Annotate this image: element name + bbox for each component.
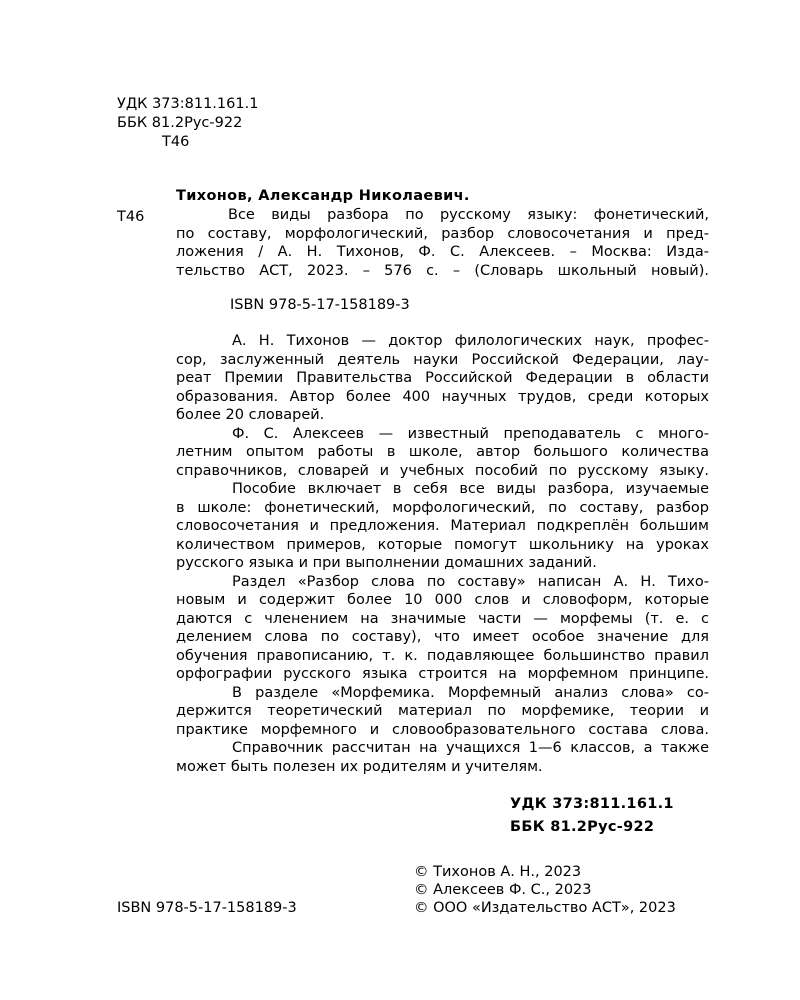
annotation — [176, 332, 709, 776]
annotation-line: летним опытом работы в школе, автор большого количества — [176, 444, 709, 460]
description-line: тельство АСТ, 2023. – 576 с. – (Словарь школьный новый). — [176, 262, 709, 279]
annotation-line: Ф. С. Алексеев — известный преподаватель с много- — [232, 425, 709, 442]
annotation-line: реат Премии Правительства Российской Федерации в области — [176, 370, 709, 386]
annotation-line: более 20 словарей. — [176, 407, 325, 423]
author-heading: Тихонов, Александр Николаевич. — [176, 188, 470, 204]
bbk-code-bold: ББК 81.2Рус-922 — [510, 819, 655, 835]
copyright-line: © Тихонов А. Н., 2023 — [414, 864, 582, 880]
bbk-code: ББК 81.2Рус-922 — [117, 115, 243, 131]
udk-code: УДК 373:811.161.1 — [117, 96, 259, 112]
annotation-paragraph — [176, 332, 709, 425]
annotation-paragraph — [176, 425, 709, 481]
description-line: Все виды разбора по русскому языку: фонетический, — [228, 207, 709, 223]
annotation-paragraph — [176, 480, 709, 573]
annotation-line: в школе: фонетический, морфологический, по составу, разбор — [176, 499, 709, 516]
annotation-line: обучения правописанию, т. к. подавляющее большинство правил — [176, 647, 709, 664]
annotation-line: Пособие включает в себя все виды разбора, изучаемые — [232, 481, 709, 497]
annotation-line: словосочетания и предложения. Материал подкреплён большим — [176, 518, 709, 534]
annotation-line: орфографии русского языка строится на морфемном принципе. — [176, 666, 709, 682]
annotation-paragraph — [176, 739, 709, 776]
annotation-line: может быть полезен их родителям и учителям. — [176, 758, 543, 775]
annotation-line: А. Н. Тихонов — доктор филологических наук, профес- — [232, 333, 709, 349]
annotation-line: практике морфемного и словообразовательного состава слова. — [176, 721, 709, 738]
author-mark-side: Т46 — [117, 209, 145, 225]
copyright-line: © Алексеев Ф. С., 2023 — [414, 882, 592, 898]
annotation-line: даются с членением на значимые части — морфемы (т. е. с — [176, 610, 709, 627]
author-mark: Т46 — [162, 134, 190, 150]
annotation-line: В разделе «Морфемика. Морфемный анализ слова» со- — [232, 684, 709, 701]
annotation-line: сор, заслуженный деятель науки Российской Федерации, лау- — [176, 351, 709, 368]
annotation-line: держится теоретический материал по морфемике, теории и — [176, 703, 709, 719]
annotation-line: делением слова по составу), что имеет особое значение для — [176, 629, 709, 645]
annotation-line: образования. Автор более 400 научных трудов, среди которых — [176, 388, 709, 405]
footer-isbn: ISBN 978-5-17-158189-3 — [117, 900, 297, 916]
description-line: по составу, морфологический, разбор словосочетания и пред- — [176, 225, 709, 242]
annotation-line: справочников, словарей и учебных пособий по русскому языку. — [176, 462, 709, 479]
annotation-paragraph — [176, 684, 709, 740]
annotation-line: Раздел «Разбор слова по составу» написан А. Н. Тихо- — [232, 573, 709, 590]
annotation-paragraph — [176, 573, 709, 684]
annotation-line: количеством примеров, которые помогут школьнику на уроках — [176, 536, 709, 553]
annotation-line: новым и содержит более 10 000 слов и словоформ, которые — [176, 592, 709, 608]
copyright-line: © ООО «Издательство АСТ», 2023 — [414, 900, 676, 916]
annotation-line: Справочник рассчитан на учащихся 1—6 классов, а также — [232, 740, 709, 756]
bibliographic-description — [176, 206, 709, 280]
description-line: ложения / А. Н. Тихонов, Ф. С. Алексеев. – Москва: Изда- — [176, 244, 709, 260]
udk-code-bold: УДК 373:811.161.1 — [510, 796, 674, 812]
isbn-record: ISBN 978-5-17-158189-3 — [230, 297, 410, 313]
annotation-line: русского языка и при выполнении домашних заданий. — [176, 555, 597, 571]
